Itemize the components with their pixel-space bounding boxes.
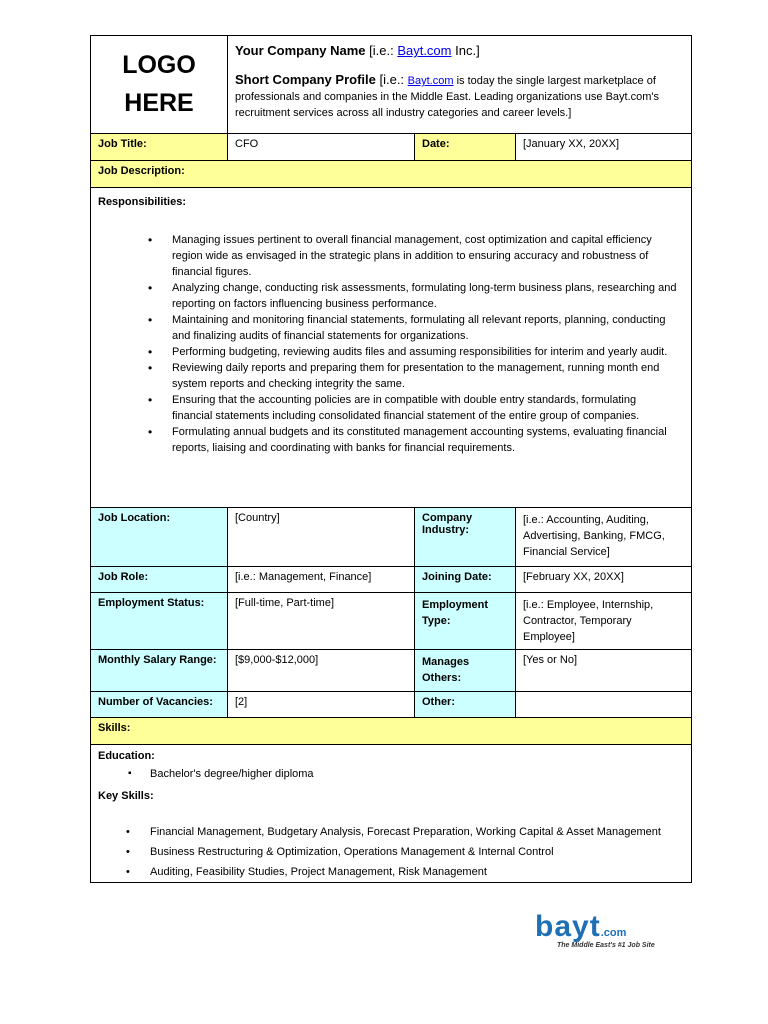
company-name-label: Your Company Name [235,43,366,58]
responsibilities-row [91,188,691,508]
bayt-suffix: .com [600,927,627,939]
company-profile-label: Short Company Profile [235,72,376,87]
salary-row [91,650,691,692]
job-description-template [90,35,692,883]
responsibility-item: • Maintaining and monitoring financial statements, formulating all relevant reports, planning, conducting and finalizing audits of financial statements for organizations. [172,312,684,344]
skills-row [91,745,691,882]
key-skills-label: Key Skills: [98,790,154,802]
job-title-label: Job Title: [91,134,228,160]
job-location-value: [Country] [228,508,415,566]
skills-section [91,745,691,882]
key-skill-item: • Business Restructuring & Optimization, Operations Management & Internal Control [150,842,684,862]
key-skill-item: • Auditing, Feasibility Studies, Project Management, Risk Management [150,862,684,882]
company-industry-value: [i.e.: Accounting, Auditing, Advertising, Banking, FMCG, Financial Service] [523,514,665,558]
bayt-brand: bayt [535,910,601,943]
job-location-label: Job Location: [91,508,228,566]
company-name-link[interactable]: Bayt.com [397,43,452,58]
bayt-logo [535,912,680,957]
manages-others-label: Manages Others: [415,650,516,691]
employment-status-row [91,593,691,650]
joining-date-label: Joining Date: [415,567,516,592]
responsibilities-label: Responsibilities: [98,196,187,208]
job-location-row [91,508,691,567]
header-row [91,36,691,134]
company-profile-link[interactable]: Bayt.com [407,75,454,87]
education-list [98,766,684,782]
skills-label: Skills: [98,722,131,734]
responsibility-item: • Performing budgeting, reviewing audits files and assuming responsibilities for interim and yearly audit. [172,344,684,360]
company-name-prefix: [i.e.: [365,43,398,58]
other-label: Other: [415,692,516,717]
responsibility-item: • Reviewing daily reports and preparing them for presentation to the management, running month end system reports and checking integrity the same. [172,360,684,392]
company-info [228,36,691,133]
employment-status-value: [Full-time, Part-time] [228,593,415,649]
responsibilities-list [98,232,684,456]
responsibility-item: • Ensuring that the accounting policies are in compatible with double entry standards, formulating financial statements including consolidated financial statement of the entire group of companies. [172,392,684,424]
job-description-row [91,161,691,188]
employment-type-label: Employment Type: [415,593,516,649]
employment-status-label: Employment Status: [91,593,228,649]
vacancies-value: [2] [228,692,415,717]
job-role-value: [i.e.: Management, Finance] [228,567,415,592]
salary-range-value: [$9,000-$12,000] [228,650,415,691]
company-name-suffix: Inc.] [451,43,480,58]
skills-header-row [91,718,691,745]
logo-line-2: HERE [124,88,194,117]
vacancies-row [91,692,691,718]
responsibility-item: • Managing issues pertinent to overall financial management, cost optimization and capital efficiency region wide as envisaged in the strategic plans in addition to ensuring accuracy and robustness of financial figures. [172,232,684,280]
company-name [235,43,684,58]
job-role-label: Job Role: [91,567,228,592]
date-value: [January XX, 20XX] [516,134,691,160]
job-description-label: Job Description: [98,165,185,177]
vacancies-label: Number of Vacancies: [91,692,228,717]
education-item: ▪ Bachelor's degree/higher diploma [150,766,684,782]
job-title-row [91,134,691,161]
education-label: Education: [98,750,155,762]
manages-others-value: [Yes or No] [523,654,578,666]
job-role-row [91,567,691,593]
job-title-value: CFO [228,134,415,160]
salary-range-label: Monthly Salary Range: [91,650,228,691]
company-profile-prefix: [i.e.: [375,72,408,87]
company-profile [235,72,684,121]
date-label: Date: [415,134,516,160]
key-skills-list [98,822,684,882]
joining-date-value: [February XX, 20XX] [523,571,624,583]
responsibilities-section [91,188,691,507]
bayt-tagline: The Middle East's #1 Job Site [557,942,655,949]
company-industry-label: Company Industry: [415,508,516,566]
employment-type-value: [i.e.: Employee, Internship, Contractor, Temporary Employee] [523,599,654,643]
responsibility-item: • Formulating annual budgets and its constituted management accounting systems, evaluating financial reports, liaising and coordinating with banks for financial requirements. [172,424,684,456]
company-profile-text: is today the single largest marketplace of professionals and companies in the Middle East. Leading organizations use Bayt.com's recruitment services across all industry categories and career levels.] [235,75,660,119]
key-skill-item: • Financial Management, Budgetary Analysis, Forecast Preparation, Working Capital & Asset Management [150,822,684,842]
other-value [516,692,691,717]
logo-placeholder [91,36,228,133]
responsibility-item: • Analyzing change, conducting risk assessments, formulating long-term business plans, researching and reporting on factors influencing business performance. [172,280,684,312]
logo-line-1: LOGO [122,51,196,79]
